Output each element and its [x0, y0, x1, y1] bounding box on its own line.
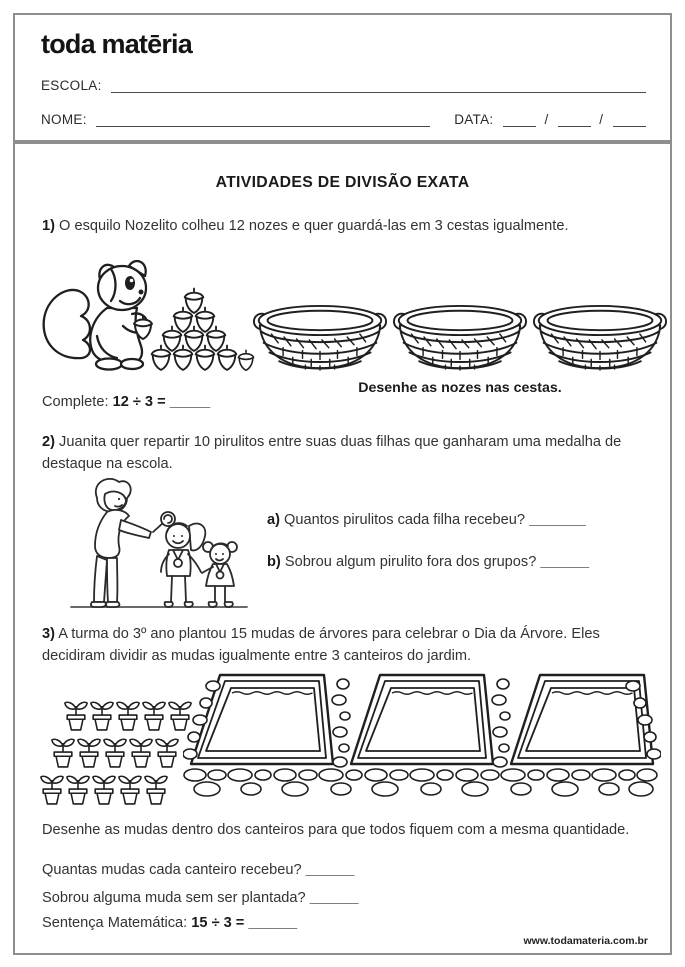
basket-icon — [532, 300, 668, 374]
website-url: www.todamateria.com.br — [523, 935, 648, 947]
q2-b-text: Sobrou algum pirulito fora dos grupos? — [284, 554, 537, 570]
q3-blank-1[interactable]: ______ — [305, 862, 355, 878]
q2-answer-a — [267, 512, 586, 528]
date-slash: / — [544, 112, 549, 127]
q2-b-label: b) — [267, 554, 281, 570]
q2-number: 2) — [42, 434, 55, 450]
worksheet-box — [13, 142, 672, 955]
older-daughter-figure — [161, 523, 205, 607]
q3-blank-2[interactable]: ______ — [309, 890, 359, 906]
q2-statement — [42, 432, 650, 475]
date-label: DATA: — [454, 112, 494, 127]
q3-instruction — [42, 820, 650, 842]
school-row — [41, 77, 646, 93]
basket-icon — [392, 300, 528, 374]
q3-sentence-label: Sentença Matemática: — [42, 915, 188, 931]
baskets-block — [252, 300, 668, 396]
acorn-pile — [152, 289, 254, 371]
q3-instruction-text: Desenhe as mudas dentro dos canteiros para que todos fiquem com a mesma quantidade. — [42, 822, 630, 838]
q2-a-blank[interactable]: _______ — [529, 512, 586, 528]
q3-number: 3) — [42, 626, 55, 642]
garden-beds-illustration — [183, 670, 661, 818]
q3-sentence-line — [42, 915, 297, 931]
q1-equation: 12 ÷ 3 = — [112, 394, 166, 410]
worksheet-title: ATIVIDADES DE DIVISÃO EXATA — [215, 174, 470, 191]
school-input-line[interactable] — [111, 77, 646, 93]
squirrel-acorns-illustration — [37, 256, 257, 374]
q1-statement — [42, 216, 650, 238]
q3-text: A turma do 3º ano plantou 15 mudas de árvores para celebrar o Dia da Árvore. Eles decidiram dividir as mudas igualmente entre 3 canteiros do jardim. — [42, 626, 600, 664]
q3-equation: 15 ÷ 3 = — [191, 915, 245, 931]
q3-question2-text: Sobrou alguma muda sem ser plantada? — [42, 890, 306, 906]
q2-b-blank[interactable]: ______ — [540, 554, 590, 570]
date-day-line[interactable] — [503, 111, 536, 127]
basket-icon — [252, 300, 388, 374]
name-label: NOME: — [41, 112, 87, 127]
date-year-line[interactable] — [613, 111, 646, 127]
baskets-row — [252, 300, 668, 374]
younger-daughter-figure — [202, 542, 237, 607]
header-box — [13, 13, 672, 142]
seedling-pots-illustration — [39, 697, 197, 811]
brand-logo: toda matēria — [41, 29, 192, 59]
q3-answer-2 — [42, 890, 358, 906]
q2-answer-b — [267, 554, 589, 570]
q1-complete-line — [42, 394, 210, 410]
mother-figure — [91, 479, 175, 607]
q2-text: Juanita quer repartir 10 pirulitos entre suas duas filhas que ganharam uma medalha de destaque na escola. — [42, 434, 622, 472]
q3-statement — [42, 624, 650, 667]
name-date-row — [41, 111, 646, 127]
squirrel-tail — [44, 290, 90, 358]
q2-a-text: Quantos pirulitos cada filha recebeu? — [284, 512, 525, 528]
q1-answer-blank[interactable]: _____ — [169, 394, 211, 410]
school-label: ESCOLA: — [41, 78, 102, 93]
q2-a-label: a) — [267, 512, 280, 528]
date-slash: / — [599, 112, 603, 127]
q1-text: O esquilo Nozelito colheu 12 nozes e quer guardá-las em 3 cestas igualmente. — [59, 218, 569, 234]
q1-caption: Desenhe as nozes nas cestas. — [358, 380, 562, 396]
q3-answer-1 — [42, 862, 354, 878]
name-input-line[interactable] — [96, 111, 430, 127]
mother-daughters-illustration — [61, 474, 256, 614]
q1-complete-label: Complete: — [42, 394, 109, 410]
q3-question1-text: Quantas mudas cada canteiro recebeu? — [42, 862, 302, 878]
q3-equation-blank[interactable]: ______ — [248, 915, 298, 931]
q1-number: 1) — [42, 218, 55, 234]
date-month-line[interactable] — [558, 111, 591, 127]
